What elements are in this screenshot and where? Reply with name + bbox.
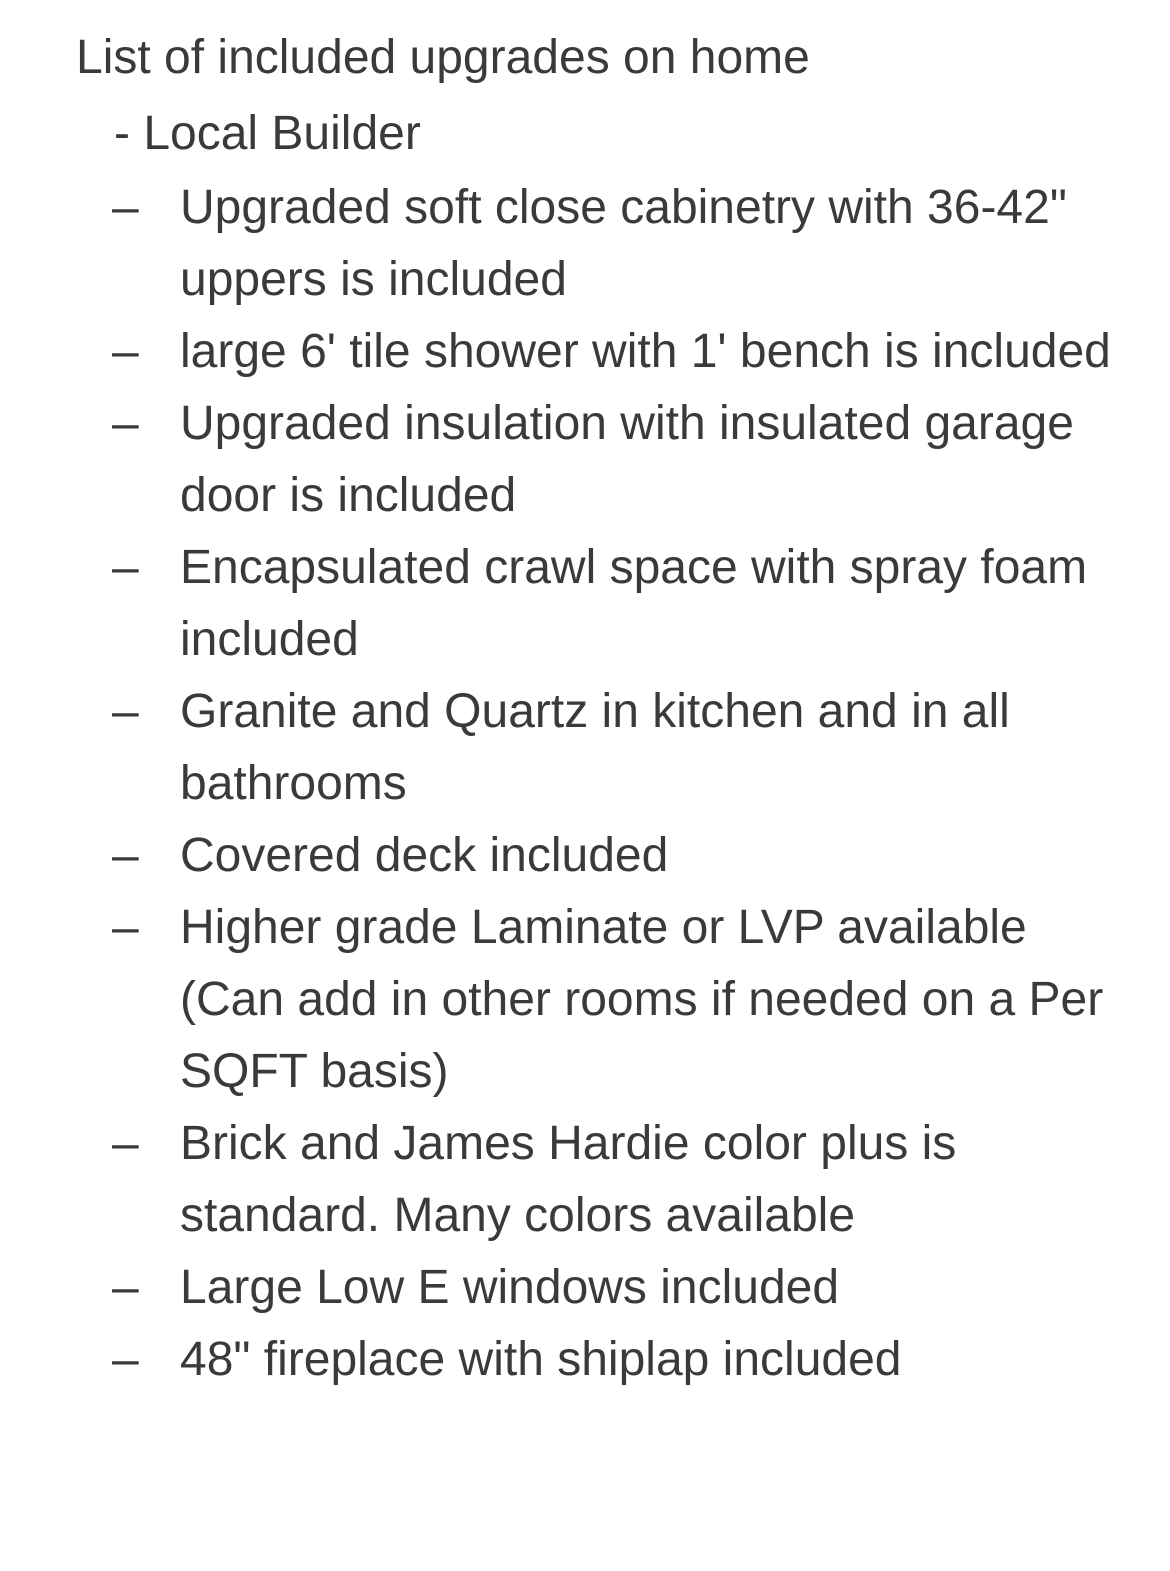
- list-item: [76, 892, 1136, 1108]
- bullet-dash: –: [112, 1333, 139, 1386]
- list-item-text: Brick and James Hardie color plus is standard. Many colors available: [180, 1117, 957, 1242]
- list-item: [76, 388, 1136, 532]
- list-item: [76, 1252, 1136, 1324]
- upgrade-list: [76, 172, 1136, 1396]
- list-item-text: Upgraded soft close cabinetry with 36-42" uppers is included: [180, 181, 1067, 306]
- bullet-dash: –: [112, 685, 139, 738]
- list-item-text: large 6' tile shower with 1' bench is included: [180, 325, 1111, 378]
- list-item-text: Encapsulated crawl space with spray foam included: [180, 541, 1088, 666]
- list-item: [76, 1108, 1136, 1252]
- list-item: [76, 1324, 1136, 1396]
- bullet-dash: –: [112, 1261, 139, 1314]
- list-item: [76, 172, 1136, 316]
- list-item: [76, 676, 1136, 820]
- note-title: List of included upgrades on home: [76, 31, 810, 84]
- bullet-dash: –: [112, 325, 139, 378]
- list-item: [76, 316, 1136, 388]
- bullet-dash: –: [112, 901, 139, 954]
- list-item-text: Higher grade Laminate or LVP available (Can add in other rooms if needed on a Per SQFT basis): [180, 901, 1104, 1098]
- note-body[interactable]: [76, 26, 1136, 1396]
- list-item-text: Granite and Quartz in kitchen and in all bathrooms: [180, 685, 1010, 810]
- bullet-dash: –: [112, 541, 139, 594]
- list-item-text: Upgraded insulation with insulated garage door is included: [180, 397, 1074, 522]
- bullet-dash: –: [112, 181, 139, 234]
- list-item: [76, 532, 1136, 676]
- list-item-text: Covered deck included: [180, 829, 669, 882]
- bullet-dash: –: [112, 397, 139, 450]
- bullet-dash: –: [112, 1117, 139, 1170]
- list-item: [76, 820, 1136, 892]
- list-item-text: Large Low E windows included: [180, 1261, 840, 1314]
- bullet-dash: –: [112, 829, 139, 882]
- note-subtitle: - Local Builder: [114, 107, 421, 160]
- list-item-text: 48" fireplace with shiplap included: [180, 1333, 902, 1386]
